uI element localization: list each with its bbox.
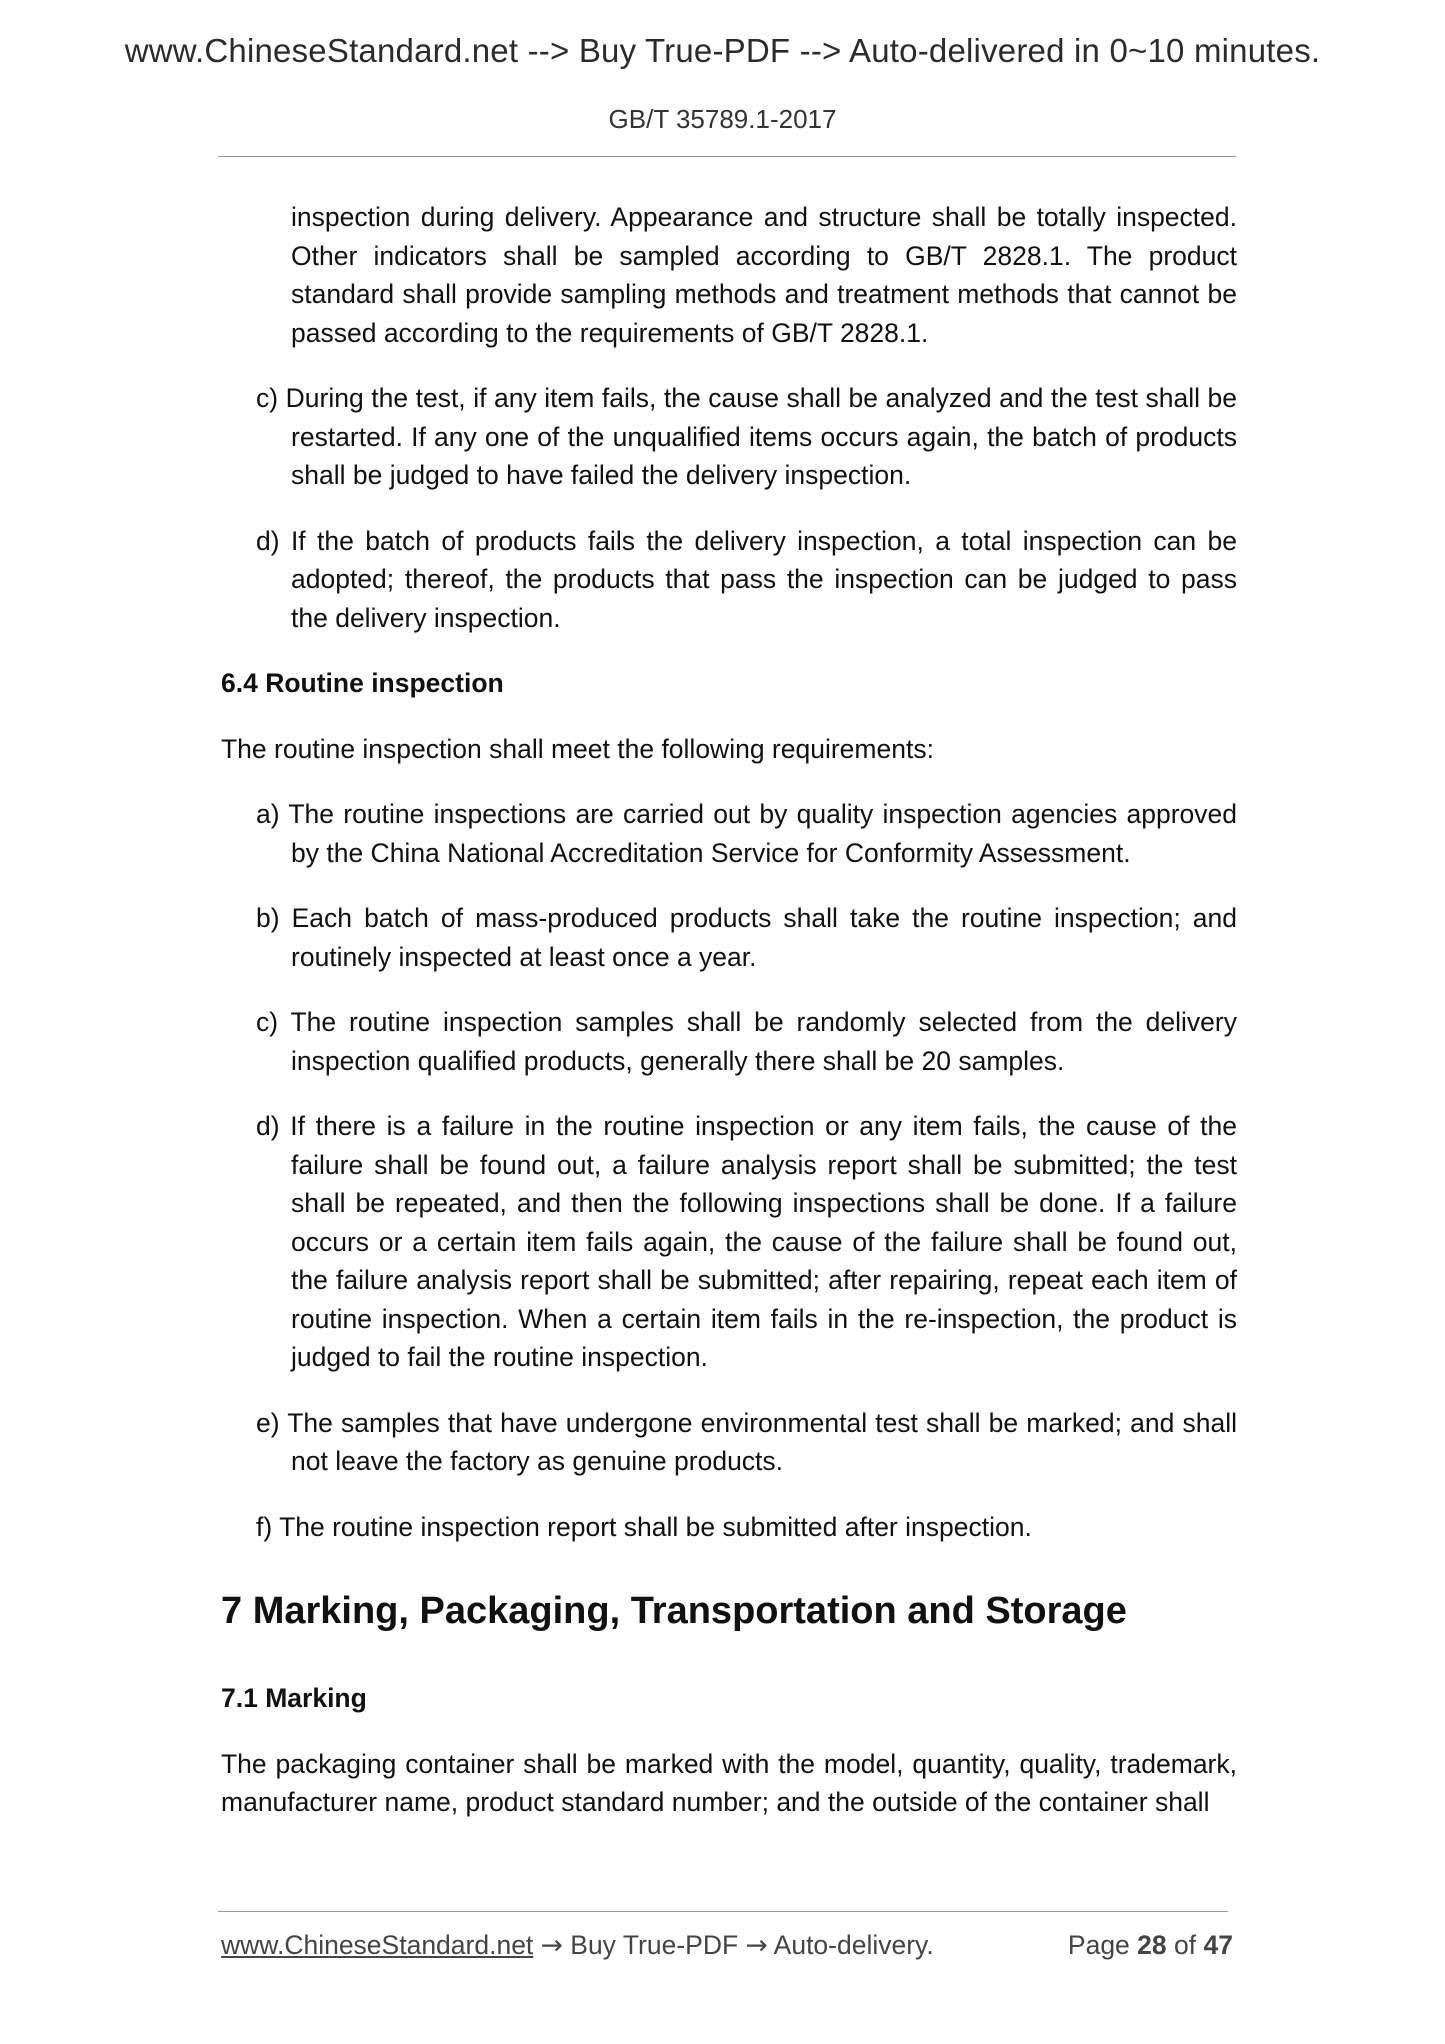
section-intro: The routine inspection shall meet the following requirements: — [221, 733, 934, 764]
list-item — [221, 379, 1237, 495]
site-link[interactable]: www.ChineseStandard.net — [221, 1930, 534, 1960]
list-text: The routine inspection report shall be submitted after inspection. — [279, 1511, 1032, 1542]
list-marker: c) — [256, 1007, 279, 1037]
footer-divider — [218, 1911, 1228, 1912]
section-heading-7-1: 7.1 Marking — [221, 1683, 367, 1713]
list-item — [221, 899, 1237, 976]
total-pages: 47 — [1203, 1930, 1233, 1960]
site-banner: www.ChineseStandard.net --> Buy True-PDF --> Auto-delivered in 0~10 minutes. — [124, 32, 1321, 69]
list-item — [221, 522, 1237, 638]
header-divider — [218, 156, 1236, 157]
standard-number: GB/T 35789.1-2017 — [608, 104, 837, 134]
chapter-heading-7: 7 Marking, Packaging, Transportation and Storage — [221, 1590, 1127, 1632]
page-indicator — [1068, 1930, 1233, 1961]
list-item — [221, 795, 1237, 872]
list-text: During the test, if any item fails, the cause shall be analyzed and the test shall be restarted. If any one of the unqualified items occurs again, the batch of products shall be judged to have failed the delivery inspection. — [285, 383, 1238, 490]
of-label: of — [1174, 1930, 1197, 1960]
arrow-right-icon: → — [540, 1930, 563, 1961]
list-marker: a) — [256, 799, 280, 829]
page-label: Page — [1067, 1930, 1130, 1960]
list-text: The samples that have undergone environmental test shall be marked; and shall not leave the factory as genuine products. — [287, 1407, 1237, 1476]
list-marker: d) — [256, 1111, 280, 1141]
footer-promo — [221, 1930, 934, 1961]
list-text: The routine inspections are carried out by quality inspection agencies approved by the China National Accreditation Service for Conformity Assessment. — [288, 799, 1237, 868]
buy-text: Buy True-PDF — [570, 1930, 739, 1960]
list-item — [221, 1003, 1237, 1080]
list-text: The routine inspection samples shall be randomly selected from the delivery inspection qualified products, generally there shall be 20 samples. — [290, 1007, 1237, 1076]
marking-paragraph: The packaging container shall be marked with the model, quantity, quality, trademark, manufacturer name, product standard number; and the outside of the container shall — [221, 1748, 1237, 1817]
list-item — [221, 1107, 1237, 1377]
list-marker: e) — [256, 1407, 280, 1438]
list-marker: b) — [256, 903, 280, 933]
arrow-right-icon: → — [745, 1930, 768, 1961]
list-item — [221, 1508, 1237, 1547]
list-text: If the batch of products fails the delivery inspection, a total inspection can be adopted; thereof, the products that pass the inspection can be judged to pass the delivery inspection. — [290, 525, 1237, 633]
list-text: Each batch of mass-produced products shall take the routine inspection; and routinely inspected at least once a year. — [291, 903, 1237, 972]
list-marker: f) — [256, 1511, 273, 1542]
list-marker: c) — [256, 383, 279, 413]
list-text: If there is a failure in the routine inspection or any item fails, the cause of the failure shall be found out, a failure analysis report shall be submitted; the test shall be repeated, and then the following inspections shall be done. If a failure occurs or a certain item fails again, the cause of the failure shall be found out, the failure analysis report shall be submitted; after repairing, repeat each item of routine inspection. When a certain item fails in the re-inspection, the product is judged to fail the routine inspection. — [290, 1111, 1237, 1372]
section-heading-6-4: 6.4 Routine inspection — [221, 668, 504, 698]
auto-delivery-text: Auto-delivery. — [773, 1930, 934, 1960]
continued-paragraph: inspection during delivery. Appearance and structure shall be totally inspected. Other indicators shall be sampled according to GB/T 2828.1. The product standard shall provide sampling methods and treatment methods that cannot be passed according to the requirements of GB/T 2828.1. — [291, 202, 1237, 348]
page-number: 28 — [1137, 1930, 1167, 1960]
document-body — [221, 198, 1237, 1849]
list-marker: d) — [256, 525, 280, 556]
list-item — [221, 1404, 1237, 1481]
